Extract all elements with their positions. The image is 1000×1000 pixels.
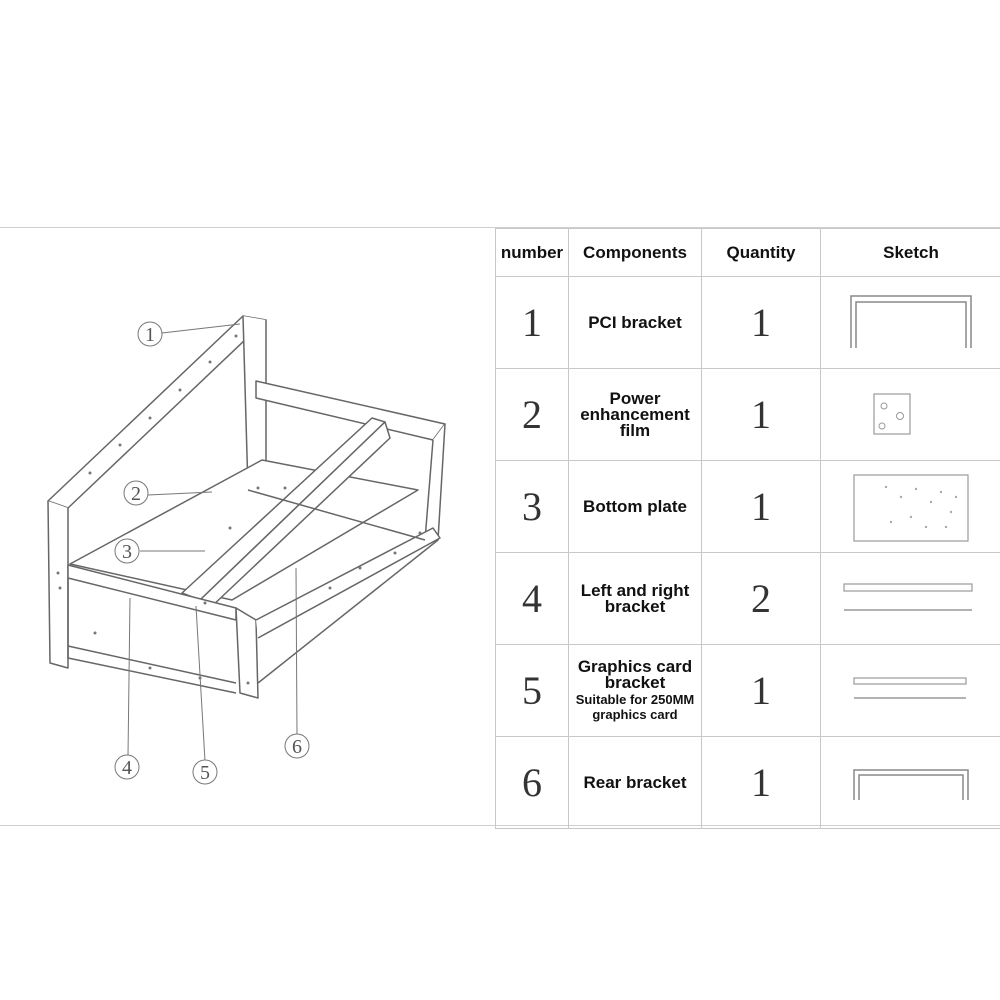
front-right-post <box>236 608 258 698</box>
row-number-cell <box>496 645 569 737</box>
frame-diagram <box>0 228 495 825</box>
sketch-cell <box>821 461 1000 553</box>
side-bracket-sketch <box>836 574 986 624</box>
quantity-cell <box>702 645 821 737</box>
header-number: number <box>496 229 569 277</box>
power-film-sketch <box>846 380 976 450</box>
sketch-cell <box>821 553 1000 645</box>
quantity-value: 1 <box>751 484 771 529</box>
callout-4-label: 4 <box>122 757 132 779</box>
component-name: Bottom plate <box>569 461 702 553</box>
sketch-cell <box>821 645 1000 737</box>
component-name: Graphics card bracket <box>577 657 693 692</box>
pci-bracket-sketch <box>846 288 976 358</box>
component-name-cell <box>569 645 702 737</box>
frame-drawing <box>0 228 495 825</box>
gpu-bracket-sketch <box>846 666 976 716</box>
component-name: Left and right bracket <box>569 553 702 645</box>
header-components: Components <box>569 229 702 277</box>
callout-6-label: 6 <box>292 736 302 758</box>
header-quantity: Quantity <box>702 229 821 277</box>
sketch-cell <box>821 277 1000 369</box>
row-number: 4 <box>522 576 542 621</box>
row-number-cell <box>496 461 569 553</box>
row-number: 6 <box>522 760 542 805</box>
row-number-cell <box>496 737 569 829</box>
quantity-cell <box>702 461 821 553</box>
row-number-cell <box>496 277 569 369</box>
quantity-value: 1 <box>751 392 771 437</box>
rear-bracket-sketch <box>846 758 976 808</box>
quantity-value: 1 <box>751 300 771 345</box>
row-number: 1 <box>522 300 542 345</box>
quantity-cell <box>702 369 821 461</box>
callout-5-label: 5 <box>200 762 210 784</box>
rear-bracket-top <box>256 381 445 440</box>
header-sketch: Sketch <box>821 229 1000 277</box>
quantity-value: 1 <box>751 668 771 713</box>
component-name: PCI bracket <box>569 277 702 369</box>
table-header-row <box>496 229 1000 277</box>
quantity-cell <box>702 737 821 829</box>
row-number-cell <box>496 553 569 645</box>
component-name: Power enhancement film <box>569 369 702 461</box>
quantity-cell <box>702 553 821 645</box>
component-note: Suitable for 250MM graphics card <box>575 692 695 722</box>
table-row <box>496 553 1000 645</box>
table-row <box>496 277 1000 369</box>
row-number: 5 <box>522 668 542 713</box>
quantity-cell <box>702 277 821 369</box>
callout-2-label: 2 <box>131 483 141 505</box>
rear-bracket-post-right <box>425 424 445 540</box>
quantity-value: 2 <box>751 576 771 621</box>
components-table <box>495 228 1000 829</box>
table-row <box>496 737 1000 829</box>
row-number: 2 <box>522 392 542 437</box>
callout-1-label: 1 <box>145 324 155 346</box>
table-row <box>496 369 1000 461</box>
pci-bracket-left-post <box>48 501 68 668</box>
table-row <box>496 645 1000 737</box>
row-number: 3 <box>522 484 542 529</box>
assembly-figure <box>0 227 1000 826</box>
bottom-plate-sketch <box>846 467 976 547</box>
component-name: Rear bracket <box>569 737 702 829</box>
table-row <box>496 461 1000 553</box>
row-number-cell <box>496 369 569 461</box>
sketch-cell <box>821 369 1000 461</box>
callout-3-label: 3 <box>122 541 132 563</box>
sketch-cell <box>821 737 1000 829</box>
quantity-value: 1 <box>751 760 771 805</box>
